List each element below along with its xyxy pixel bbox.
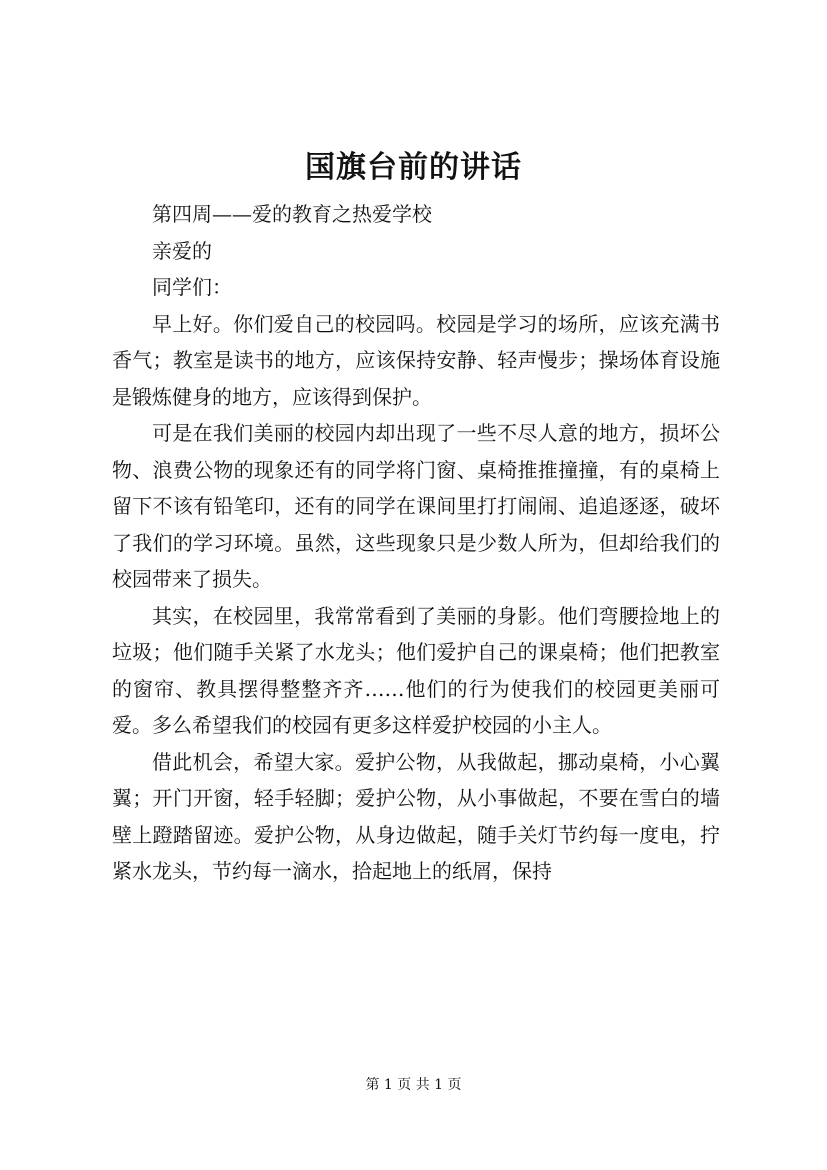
paragraph-greeting-1: 亲爱的 (152, 238, 212, 263)
page-footer: 第 1 页 共 1 页 (365, 1077, 462, 1093)
paragraph-intro: 早上好。你们爱自己的校园吗。校园是学习的场所，应该充满书香气；教室是读书的地方，应该保持安静、轻声慢步；操场体育设施是锻炼健身的地方，应该得到保护。 (112, 311, 720, 409)
paragraph-problems: 可是在我们美丽的校园内却出现了一些不尽人意的地方，损坏公物、浪费公物的现象还有的同学将门窗、桌椅推推撞撞，有的桌椅上留下不该有铅笔印，还有的同学在课间里打打闹闹、追追逐逐，破坏了我们的学习环境。虽然，这些现象只是少数人所为，但却给我们的校园带来了损失。 (112, 421, 720, 591)
page-title: 国旗台前的讲话 (305, 150, 522, 185)
paragraph-good-examples: 其实，在校园里，我常常看到了美丽的身影。他们弯腰捡地上的垃圾；他们随手关紧了水龙头；他们爱护自己的课桌椅；他们把教室的窗帘、教具摆得整整齐齐……他们的行为使我们的校园更美丽可爱。多么希望我们的校园有更多这样爱护校园的小主人。 (112, 603, 720, 737)
paragraph-week-heading: 第四周——爱的教育之热爱学校 (152, 202, 432, 226)
paragraph-call-to-action: 借此机会，希望大家。爱护公物，从我做起，挪动桌椅，小心翼翼；开门开窗，轻手轻脚；爱护公物，从小事做起，不要在雪白的墙壁上蹬踏留迹。爱护公物，从身边做起，随手关灯节约每一度电，拧紧水龙头，节约每一滴水，拾起地上的纸屑，保持 (112, 749, 720, 883)
document-body (112, 196, 720, 890)
paragraph-greeting-2: 同学们： (152, 275, 232, 299)
